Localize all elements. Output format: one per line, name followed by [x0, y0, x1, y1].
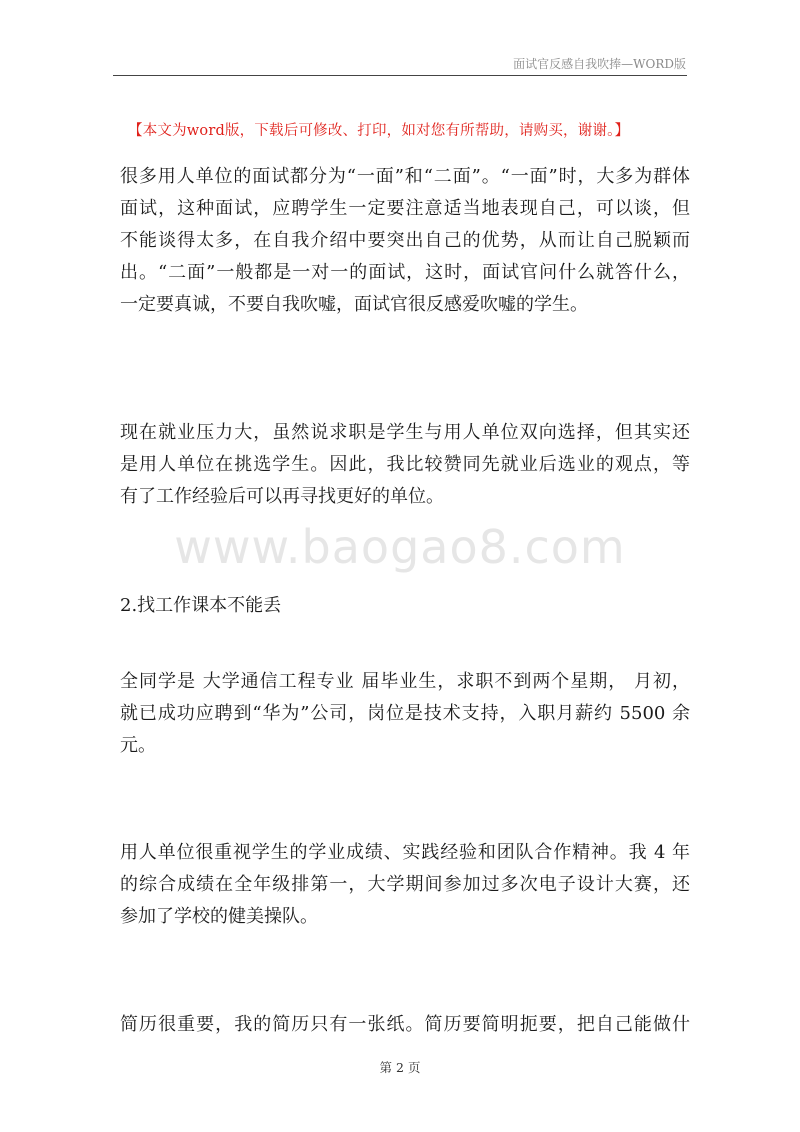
text-line: 现在就业压力大，虽然说求职是学生与用人单位双向选择，但其实还 — [120, 422, 690, 443]
text-line: 面试，这种面试，应聘学生一定要注意适当地表现自己，可以谈，但 — [120, 198, 690, 219]
download-notice: 【本文为word版，下载后可修改、打印，如对您有所帮助，请购买，谢谢。】 — [128, 123, 630, 139]
paragraph-employment-pressure — [120, 417, 690, 513]
text-line: 不能谈得太多，在自我介绍中要突出自己的优势，从而让自己脱颖而 — [120, 230, 690, 251]
text-line: 一定要真诚，不要自我吹嘘，面试官很反感爱吹嘘的学生。 — [120, 294, 588, 315]
text-line: 的综合成绩在全年级排第一，大学期间参加过多次电子设计大赛，还 — [120, 874, 690, 895]
page-number: 第 2 页 — [379, 1060, 421, 1075]
text-line: 全同学是 大学通信工程专业 届毕业生，求职不到两个星期， 月初， — [120, 671, 690, 692]
paragraph-student-case — [120, 666, 690, 762]
running-header: 面试官反感自我吹捧—WORD版 — [513, 57, 686, 71]
paragraph-employer-focus — [120, 837, 690, 933]
paragraph-resume — [120, 1009, 690, 1041]
text-line: 有了工作经验后可以再寻找更好的单位。 — [120, 486, 444, 507]
text-line: 是用人单位在挑选学生。因此，我比较赞同先就业后选业的观点，等 — [120, 454, 690, 475]
text-line: 参加了学校的健美操队。 — [120, 906, 318, 927]
text-line: 很多用人单位的面试都分为“一面”和“二面”。“一面”时，大多为群体 — [120, 166, 690, 187]
section-heading: 2.找工作课本不能丢 — [120, 595, 282, 616]
text-line: 就已成功应聘到“华为”公司，岗位是技术支持，入职月薪约 5500 余 — [120, 703, 690, 724]
text-line: 用人单位很重视学生的学业成绩、实践经验和团队合作精神。我 4 年 — [120, 842, 690, 863]
text-line: 简历很重要，我的简历只有一张纸。简历要简明扼要，把自己能做什 — [120, 1014, 690, 1035]
watermark: www.baogao8.com — [174, 520, 626, 574]
text-line: 元。 — [120, 735, 156, 756]
header-divider — [113, 75, 687, 76]
text-line: 出。“二面”一般都是一对一的面试，这时，面试官问什么就答什么， — [120, 262, 690, 283]
paragraph-interview-rounds — [120, 161, 690, 321]
